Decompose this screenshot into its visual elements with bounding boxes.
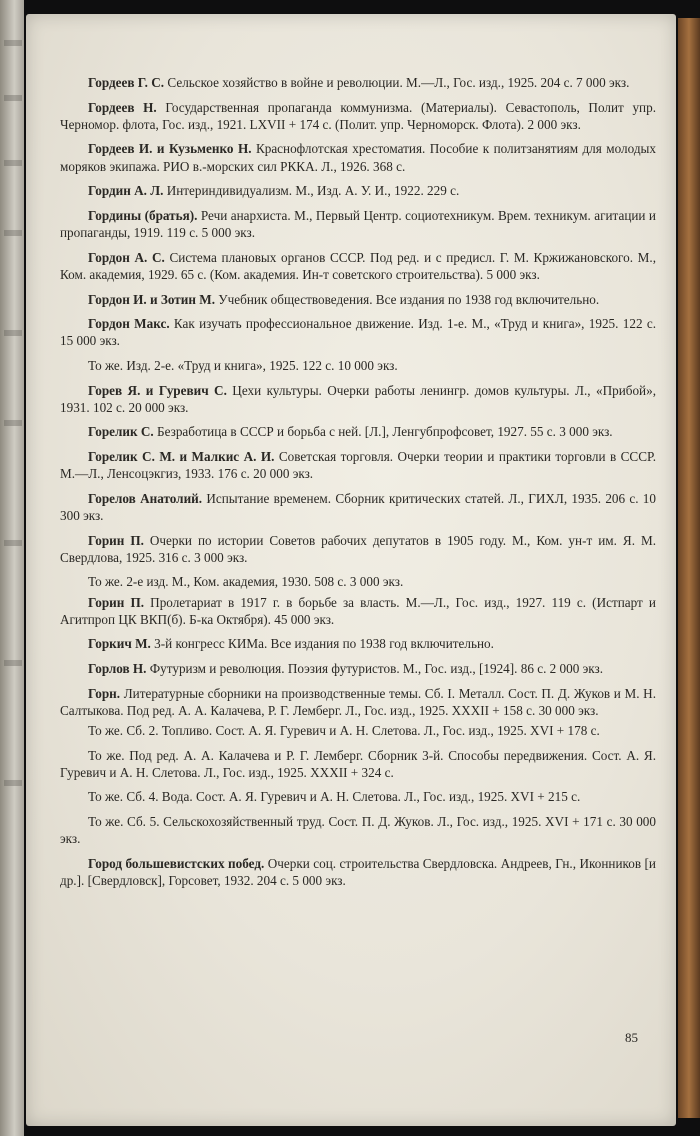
entry-text: Система плановых органов СССР. Под ред. и с предисл. Г. М. Кржижановского. М., Ком. академия, 1929. 65 с. (Ком. академия. Ин-т советского строительства). 5 000 экз. (60, 249, 656, 282)
entry-text: То же. Сб. 2. Топливо. Сост. А. Я. Гуревич и А. Н. Слетова. Л., Гос. изд., 1925. XVI + 178 с. (88, 722, 600, 738)
entry-author: Гордин А. Л. (88, 183, 164, 199)
entry-author: Горин П. (88, 594, 145, 610)
entry-text: То же. Сб. 5. Сельскохозяйственный труд. Сост. П. Д. Жуков. Л., Гос. изд., 1925. XVI + 171 с. 30 000 экз. (60, 814, 656, 847)
left-page-edge (0, 0, 24, 1136)
bibliography-entry (60, 532, 656, 566)
entry-author: Горн. (88, 685, 121, 701)
page-number: 85 (625, 1030, 638, 1045)
entry-author: Город большевистских побед. (88, 855, 265, 871)
bibliography-entry (60, 660, 656, 677)
entry-author: Гордеев Г. С. (88, 75, 165, 90)
entry-author: Горин П. (88, 532, 144, 548)
entry-text: Цехи культуры. Очерки работы ленингр. домов культуры. Л., «Прибой», 1931. 102 с. 20 000 экз. (60, 382, 656, 415)
entry-text: Очерки соц. строительства Свердловска. Андреев, Гн., Иконников [и др.]. [Свердловск], Горсовет, 1932. 204 с. 5 000 экз. (60, 855, 656, 888)
bibliography-entry (60, 747, 656, 781)
entry-text: Очерки по истории Советов рабочих депутатов в 1905 году. М., Ком. ун-т им. Я. М. Свердлова, 1925. 316 с. 3 000 экз. (60, 532, 656, 565)
book-page (26, 14, 676, 1126)
bibliography-entry (60, 315, 656, 349)
entry-text: Государственная пропаганда коммунизма. (Материалы). Севастополь, Полит упр. Черномор. флота, Гос. изд., 1921. LXVII + 174 с. (Полит. упр. Черноморск. Флота). 2 000 экз. (60, 99, 656, 132)
entry-author: Гордон И. и Зотин М. (88, 291, 215, 307)
entry-author: Горелик С. М. и Малкис А. И. (88, 449, 275, 465)
entry-text: Безработица в СССР и борьба с ней. [Л.], Ленгубпрофсовет, 1927. 55 с. 3 000 экз. (153, 424, 613, 440)
entry-text: То же. Изд. 2-е. «Труд и книга», 1925. 122 с. 10 000 экз. (88, 357, 398, 373)
entry-text: То же. 2-е изд. М., Ком. академия, 1930. 508 с. 3 000 экз. (88, 574, 404, 590)
bibliography-entry (60, 423, 656, 440)
entry-text: Учебник обществоведения. Все издания по 1938 год включительно. (215, 291, 600, 307)
entry-text: Интериндивидуализм. М., Изд. А. У. И., 1922. 229 с. (163, 183, 460, 199)
bibliography-entry (60, 788, 656, 805)
entry-text: Футуризм и революция. Поэзия футуристов. М., Гос. изд., [1924]. 86 с. 2 000 экз. (146, 661, 604, 677)
bibliography-entry (60, 685, 656, 719)
bibliography-entry (60, 635, 656, 652)
entry-author: Горелик С. (88, 424, 154, 440)
entry-text: Речи анархиста. М., Первый Центр. социотехникум. Врем. техникум. агитации и пропаганды, 1919. 119 с. 5 000 экз. (60, 207, 656, 241)
bibliography-entry (60, 382, 656, 416)
entry-text: Сельское хозяйство в войне и революции. М.—Л., Гос. изд., 1925. 204 с. 7 000 экз. (164, 75, 630, 90)
bibliography-entry (60, 182, 656, 199)
bibliography-entry (60, 490, 656, 524)
bibliography-entry (60, 813, 656, 847)
entry-author: Горелов Анатолий. (88, 490, 203, 506)
bibliography-entry (60, 448, 656, 482)
bibliography-entry (60, 74, 656, 91)
entry-author: Гордон А. С. (88, 249, 165, 265)
entry-text: То же. Под ред. А. А. Калачева и Р. Г. Лемберг. Сборник 3-й. Способы передвижения. Сост. А. Я. Гуревич и А. Н. Слетова. Л., Гос. изд., 1925. XXXII + 324 с. (60, 747, 656, 780)
bibliography-entry (60, 249, 656, 283)
bibliography-entry (60, 99, 656, 133)
entry-text: 3-й конгресс КИМа. Все издания по 1938 год включительно. (150, 636, 494, 652)
bibliography-entry (60, 855, 656, 889)
entry-author: Гордон Макс. (88, 316, 170, 332)
entry-text: Советская торговля. Очерки теории и практики торговли в СССР. М.—Л., Ленсоцэкгиз, 1933. 176 с. 20 000 экз. (60, 449, 657, 482)
entry-author: Гордеев Н. (88, 99, 157, 115)
bibliography-entry (60, 140, 656, 174)
bibliography-entry (60, 291, 656, 308)
entry-text: Пролетариат в 1917 г. в борьбе за власть. М.—Л., Гос. изд., 1927. 119 с. (Истпарт и Агитпроп ЦК ВКП(б). Б-ка Октября). 45 000 экз. (60, 594, 656, 627)
entry-author: Гордеев И. и Кузьменко Н. (88, 141, 252, 157)
bibliography-list (60, 74, 656, 897)
entry-author: Горев Я. и Гуревич С. (88, 382, 227, 398)
bibliography-entry (60, 594, 656, 628)
book-cover-edge (678, 18, 700, 1118)
entry-text: Как изучать профессиональное движение. Изд. 1-е. М., «Труд и книга», 1925. 122 с. 15 000 экз. (60, 316, 656, 349)
entry-text: Краснофлотская хрестоматия. Пособие к политзанятиям для молодых моряков экипажа. РИО в.-морских сил РККА. Л., 1926. 368 с. (60, 141, 656, 174)
entry-text: То же. Сб. 4. Вода. Сост. А. Я. Гуревич и А. Н. Слетова. Л., Гос. изд., 1925. XVI + 215 с. (88, 789, 581, 805)
entry-text: Испытание временем. Сборник критических статей. Л., ГИХЛ, 1935. 206 с. 10 300 экз. (60, 490, 656, 523)
entry-author: Горлов Н. (88, 661, 147, 677)
entry-author: Гордины (братья). (88, 207, 198, 223)
bibliography-entry (60, 357, 656, 374)
bibliography-entry (60, 722, 656, 739)
entry-text: Литературные сборники на производственные темы. Сб. I. Металл. Сост. П. Д. Жуков и М. Н. Салтыкова. Под ред. А. А. Калачева, Р. Г. Лемберг. Л., Гос. изд., 1925. XXXII + 158 с. 30 000 экз. (60, 685, 656, 718)
bibliography-entry (60, 573, 656, 590)
bibliography-entry (60, 207, 656, 241)
entry-author: Горкич М. (88, 636, 151, 652)
